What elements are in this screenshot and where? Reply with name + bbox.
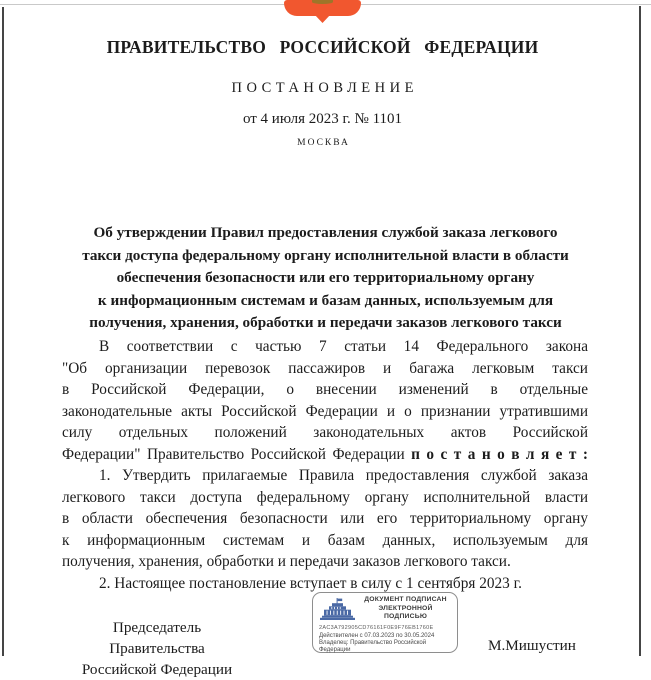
doc-title-line: обеспечения безопасности или его территориальному органу: [116, 269, 535, 286]
signatory-name: М.Мишустин: [488, 637, 576, 654]
stamp-validity-period: Действителен с 07.03.2023 по 30.05.2024: [319, 632, 435, 639]
body-line: в Российской Федерации, о внесении изменений в отдельные: [62, 381, 588, 398]
body-line-part: Федерации" Правительство Российской Федерации: [62, 445, 412, 463]
body-line: 1. Утвердить прилагаемые Правила предоставления службой заказа: [99, 467, 588, 484]
body-line: В соответствии с частью 7 статьи 14 Федерального закона: [99, 338, 588, 355]
body-line: [62, 444, 588, 466]
doc-title-line: к информационным системам и базам данных, используемым для: [97, 291, 554, 309]
signatory-position-line: Российской Федерации: [81, 661, 233, 678]
body-line: легкового такси доступа федеральному органу исполнительной власти: [62, 488, 588, 506]
page-right-border: [639, 6, 641, 656]
stamp-certificate-number: 2AC3A792905CD76161F0E9F76EB1760E: [319, 624, 434, 631]
body-line: законодательные акты Российской Федерации и о признании утратившими: [62, 402, 588, 420]
resolves-keyword: п о с т а н о в л я е т :: [411, 445, 588, 463]
city-label: МОСКВА: [297, 138, 350, 148]
signatory-position-line: Председатель Правительства: [109, 619, 205, 657]
body-line: к информационным системам и базам данных, используемым для: [62, 531, 588, 549]
electronic-signature-stamp: [312, 592, 458, 653]
stamp-title-line2: ЭЛЕКТРОННОЙ ПОДПИСЬЮ: [378, 604, 433, 620]
date-and-number-line: от 4 июля 2023 г. № 1101: [242, 111, 403, 127]
signatory-position: [68, 617, 246, 680]
body-line: в области обеспечения безопасности или его территориальному органу: [62, 510, 588, 527]
document-type-label: ПОСТАНОВЛЕНИЕ: [231, 80, 418, 96]
stamp-title-line1: ДОКУМЕНТ ПОДПИСАН: [364, 596, 447, 603]
stamp-owner: Владелец: Правительство Российской Федерации: [319, 639, 427, 653]
coat-of-arms-eagle-fragment-icon: [312, 0, 333, 4]
document-title: [62, 222, 589, 335]
document-body: [62, 336, 588, 594]
stamp-header: [319, 596, 452, 622]
body-line: 2. Настоящее постановление вступает в силу с 1 сентября 2023 г.: [99, 574, 523, 592]
page-left-border: [2, 7, 4, 656]
government-building-icon: [319, 598, 356, 620]
body-line: получения, хранения, обработки и передачи заказов легкового такси.: [62, 553, 511, 570]
body-line: "Об организации перевозок пассажиров и багажа легковым такси: [62, 359, 588, 377]
doc-title-line: получения, хранения, обработки и передачи заказов легкового такси: [89, 314, 562, 331]
doc-title-line: Об утверждении Правил предоставления службой заказа легкового: [93, 224, 558, 241]
coat-of-arms-shield-tip-icon: [314, 14, 331, 23]
stamp-title: [359, 596, 452, 622]
doc-title-line: такси доступа федеральному органу исполнительной власти в области: [82, 246, 569, 264]
body-line: силу отдельных положений законодательных актов Российской: [62, 424, 588, 441]
issuing-authority-title: ПРАВИТЕЛЬСТВО РОССИЙСКОЙ ФЕДЕРАЦИИ: [106, 37, 539, 57]
